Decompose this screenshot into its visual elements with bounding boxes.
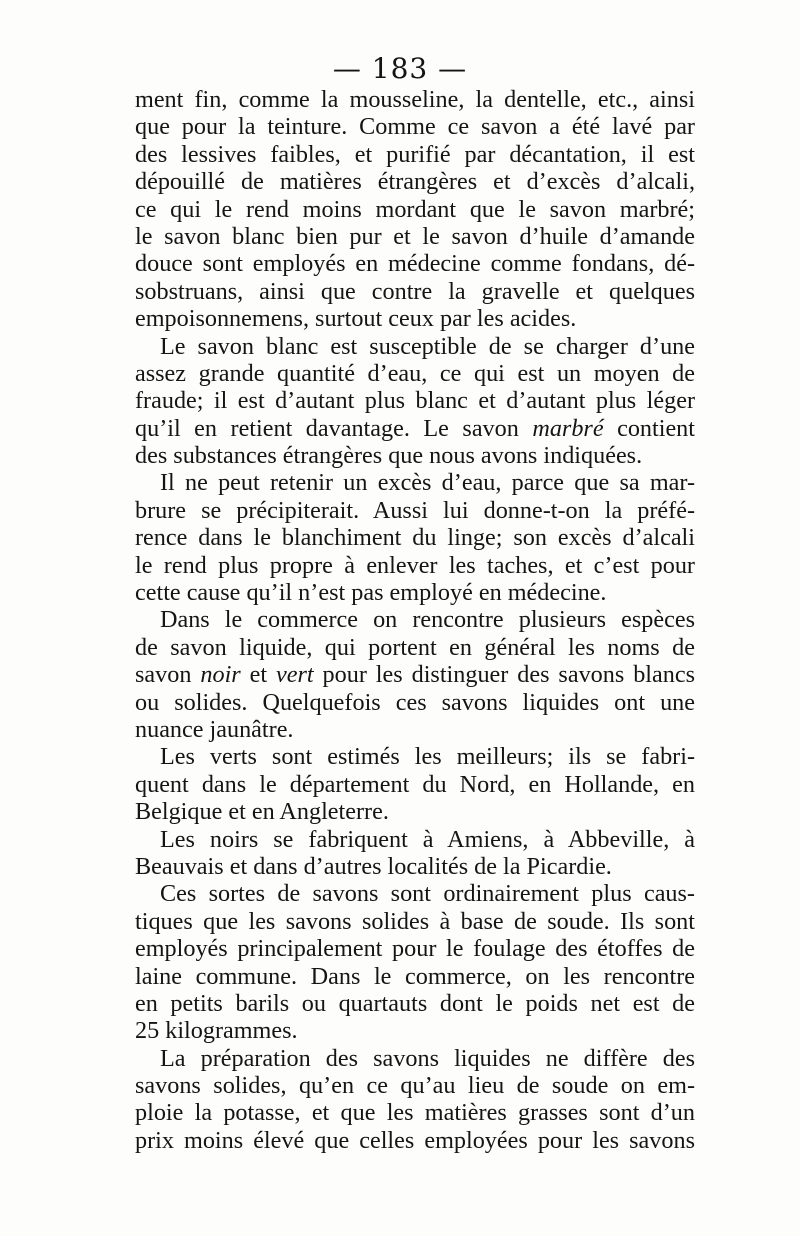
text-line: douce sont employés en médecine comme fondans, dé-	[135, 250, 695, 278]
text-line: fraude; il est d’autant plus blanc et d’autant plus léger	[135, 387, 695, 415]
body-text	[135, 86, 695, 1154]
text-line: dépouillé de matières étrangères et d’excès d’alcali,	[135, 168, 695, 196]
text-line: des substances étrangères que nous avons indiquées.	[135, 442, 643, 470]
text-line: Les noirs se fabriquent à Amiens, à Abbeville, à	[160, 825, 695, 853]
text-line: nuance jaunâtre.	[135, 715, 294, 743]
paragraph	[135, 86, 695, 333]
paragraph	[135, 469, 695, 606]
text-line: empoisonnemens, surtout ceux par les acides.	[135, 305, 577, 333]
paragraph	[135, 743, 695, 825]
paragraph	[135, 1045, 695, 1155]
text-line: qu’il en retient davantage. Le savon marbré contient	[135, 414, 695, 442]
paragraph	[135, 880, 695, 1044]
text-line: ou solides. Quelquefois ces savons liquides ont une	[135, 688, 695, 716]
text-line: le savon blanc bien pur et le savon d’huile d’amande	[135, 222, 695, 250]
text-line: des lessives faibles, et purifié par décantation, il est	[135, 140, 695, 168]
text-line: La préparation des savons liquides ne diffère des	[160, 1044, 695, 1072]
text-line: Beauvais et dans d’autres localités de la Picardie.	[135, 852, 612, 880]
text-line: Ces sortes de savons sont ordinairement plus caus-	[160, 880, 695, 908]
text-line: en petits barils ou quartauts dont le poids net est de	[135, 989, 695, 1017]
paragraph	[135, 826, 695, 881]
italic-word: noir	[200, 661, 241, 689]
text-line: laine commune. Dans le commerce, on les rencontre	[135, 962, 695, 990]
text-line: cette cause qu’il n’est pas employé en médecine.	[135, 579, 607, 607]
text-line: Dans le commerce on rencontre plusieurs espèces	[160, 606, 695, 634]
text-line: brure se précipiterait. Aussi lui donne-t-on la préfé-	[135, 496, 695, 524]
text-line: tiques que les savons solides à base de soude. Ils sont	[135, 907, 695, 935]
italic-word: marbré	[532, 414, 604, 442]
text-line: ploie la potasse, et que les matières grasses sont d’un	[135, 1099, 695, 1127]
text-line: savon noir et vert pour les distinguer des savons blancs	[135, 661, 695, 689]
text-line: Le savon blanc est susceptible de se charger d’une	[160, 332, 695, 360]
text-line: quent dans le département du Nord, en Hollande, en	[135, 770, 695, 798]
text-line: ce qui le rend moins mordant que le savon marbré;	[135, 195, 695, 223]
paragraph	[135, 606, 695, 743]
italic-word: vert	[276, 661, 314, 689]
text-line: sobstruans, ainsi que contre la gravelle et quelques	[135, 277, 695, 305]
text-line: le rend plus propre à enlever les taches, et c’est pour	[135, 551, 695, 579]
text-line: Belgique et en Angleterre.	[135, 798, 389, 826]
text-line: savons solides, qu’en ce qu’au lieu de soude on em-	[135, 1072, 695, 1100]
text-line: 25 kilogrammes.	[135, 1017, 298, 1045]
page-number: — 183 —	[332, 52, 468, 85]
text-line: Les verts sont estimés les meilleurs; ils se fabri-	[160, 743, 695, 771]
text-line: que pour la teinture. Comme ce savon a été lavé par	[135, 113, 695, 141]
text-line: assez grande quantité d’eau, ce qui est un moyen de	[135, 359, 695, 387]
text-line: prix moins élevé que celles employées pour les savons	[135, 1126, 695, 1154]
paragraph	[135, 333, 695, 470]
text-line: Il ne peut retenir un excès d’eau, parce que sa mar-	[160, 469, 695, 497]
text-line: rence dans le blanchiment du linge; son excès d’alcali	[135, 524, 695, 552]
text-line: de savon liquide, qui portent en général les noms de	[135, 633, 695, 661]
text-line: employés principalement pour le foulage des étoffes de	[135, 935, 695, 963]
text-line: ment fin, comme la mousseline, la dentelle, etc., ainsi	[135, 86, 695, 113]
